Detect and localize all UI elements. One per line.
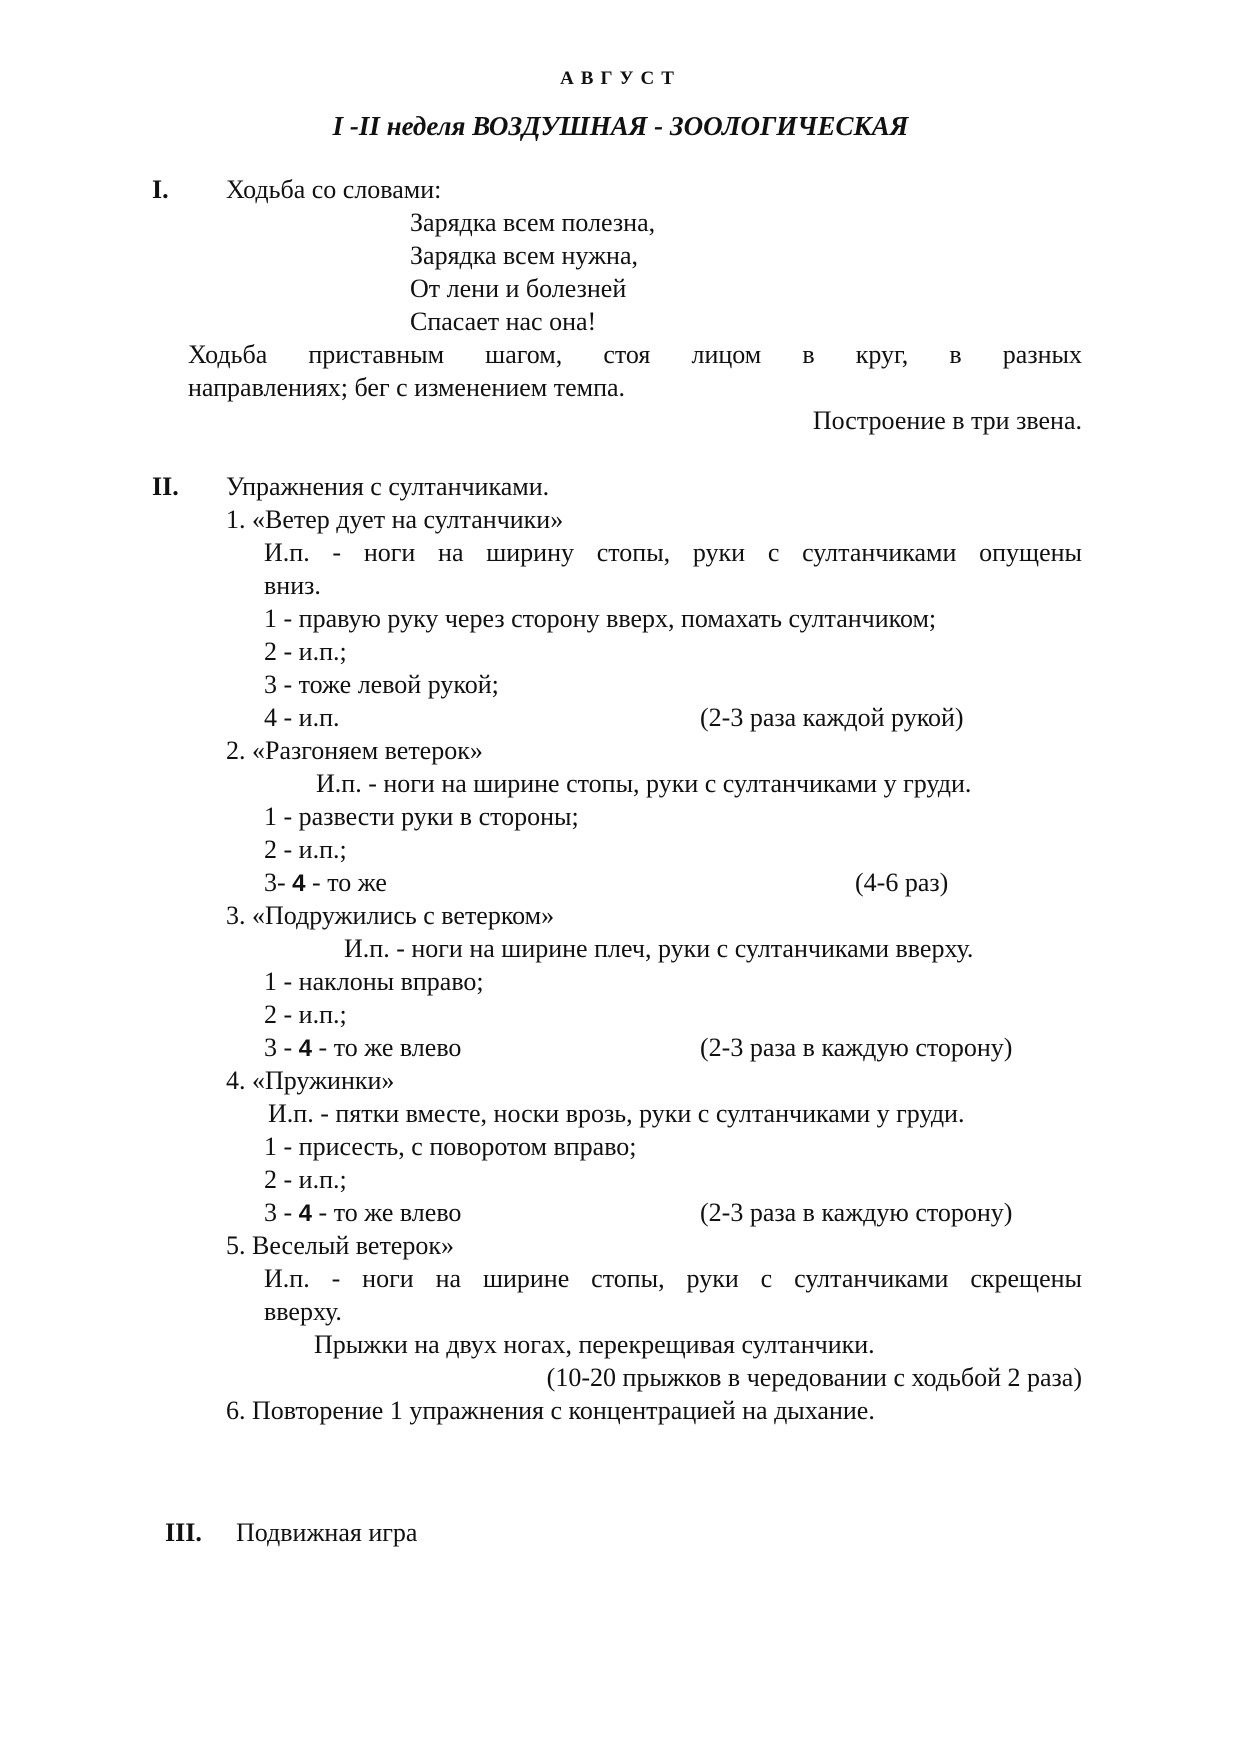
walk-text-line-2: направлениях; бег с изменением темпа. — [188, 373, 626, 402]
section-3-numeral: III. — [165, 1518, 202, 1547]
poem-line: Зарядка всем полезна, — [410, 208, 656, 237]
exercise-5-jumps: Прыжки на двух ногах, перекрещивая султанчики. — [314, 1330, 875, 1359]
exercise-3-title: 3. «Подружились с ветерком» — [226, 901, 555, 930]
step-num-bold: 4 — [298, 1035, 313, 1062]
exercise-1-title: 1. «Ветер дует на султанчики» — [226, 505, 564, 534]
exercise-2-step-3 — [264, 867, 387, 900]
exercise-5-title: 5. Веселый ветерок» — [226, 1231, 454, 1260]
exercise-4-start: И.п. - пятки вместе, носки врозь, руки с султанчиками у груди. — [268, 1099, 965, 1128]
exercise-1-step-1: 1 - правую руку через сторону вверх, помахать султанчиком; — [264, 604, 937, 633]
step-num: 3 - — [264, 1198, 293, 1227]
exercise-3-step-2: 2 - и.п.; — [264, 1000, 347, 1029]
poem-line: Спасает нас она! — [410, 307, 597, 336]
step-num: 3 - — [264, 1033, 293, 1062]
exercise-2-step-1: 1 - развести руки в стороны; — [264, 802, 579, 831]
step-num: 3- — [264, 868, 286, 897]
walk-text-line-1: Ходьба приставным шагом, стоя лицом в круг, в разных — [188, 340, 1082, 369]
exercise-2-step-2: 2 - и.п.; — [264, 835, 347, 864]
formation-text: Построение в три звена. — [812, 406, 1082, 435]
exercise-5-start-line-2: вверху. — [264, 1297, 342, 1326]
step-text: - то же влево — [318, 1198, 462, 1227]
step-num-bold: 4 — [292, 870, 306, 897]
exercise-1-start-line-1: И.п. - ноги на ширину стопы, руки с султанчиками опущены — [264, 538, 1082, 567]
exercise-2-start: И.п. - ноги на ширине стопы, руки с султанчиками у груди. — [316, 769, 972, 798]
exercise-1-step-4: 4 - и.п. — [264, 703, 340, 732]
exercise-4-reps: (2-3 раза в каждую сторону) — [700, 1198, 1013, 1227]
exercise-3-reps: (2-3 раза в каждую сторону) — [700, 1033, 1013, 1062]
step-text: - то же влево — [318, 1033, 462, 1062]
exercise-1-step-2: 2 - и.п.; — [264, 637, 347, 666]
exercise-1-start-line-2: вниз. — [264, 571, 321, 600]
exercise-3-start: И.п. - ноги на ширине плеч, руки с султанчиками вверху. — [344, 934, 974, 963]
exercise-3-step-1: 1 - наклоны вправо; — [264, 967, 484, 996]
section-2-numeral: II. — [152, 472, 179, 501]
poem-line: Зарядка всем нужна, — [410, 241, 638, 270]
step-num-bold: 4 — [298, 1200, 313, 1227]
exercise-1-reps: (2-3 раза каждой рукой) — [700, 703, 964, 732]
exercise-3-step-3 — [264, 1032, 461, 1065]
exercise-1-step-3: 3 - тоже левой рукой; — [264, 670, 499, 699]
section-2-heading: Упражнения с султанчиками. — [226, 472, 550, 501]
exercise-4-title: 4. «Пружинки» — [226, 1066, 395, 1095]
step-text: - то же — [312, 868, 387, 897]
exercise-4-step-2: 2 - и.п.; — [264, 1165, 347, 1194]
month-heading: АВГУСТ — [560, 68, 681, 89]
exercise-2-reps: (4-6 раз) — [855, 868, 949, 897]
poem-line: От лени и болезней — [410, 274, 627, 303]
exercise-6-text: 6. Повторение 1 упражнения с концентрацией на дыхание. — [226, 1396, 875, 1425]
page-title: I -II неделя ВОЗДУШНАЯ - ЗООЛОГИЧЕСКАЯ — [332, 111, 909, 141]
section-1-numeral: I. — [152, 175, 169, 204]
exercise-2-title: 2. «Разгоняем ветерок» — [226, 736, 483, 765]
exercise-4-step-3 — [264, 1197, 461, 1230]
exercise-4-step-1: 1 - присесть, с поворотом вправо; — [264, 1132, 637, 1161]
exercise-5-reps: (10-20 прыжков в чередовании с ходьбой 2 раза) — [546, 1363, 1082, 1392]
exercise-5-start-line-1: И.п. - ноги на ширине стопы, руки с султанчиками скрещены — [264, 1264, 1082, 1293]
section-1-heading: Ходьба со словами: — [226, 175, 442, 204]
section-3-heading: Подвижная игра — [236, 1518, 418, 1547]
